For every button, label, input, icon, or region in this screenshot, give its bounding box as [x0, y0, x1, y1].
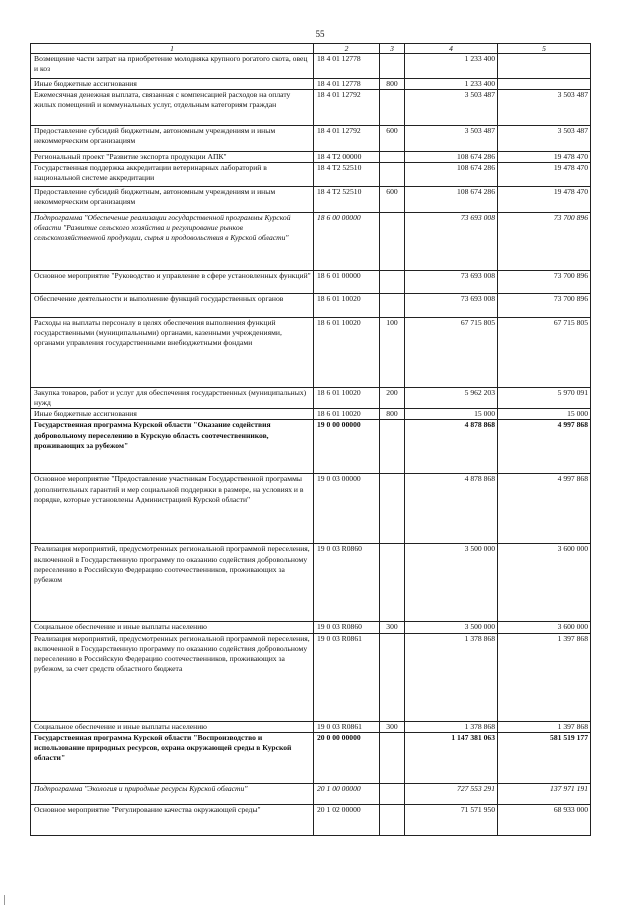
cell-value-2021: 1 397 868 — [498, 721, 591, 732]
cell-name: Реализация мероприятий, предусмотренных региональной программой переселения, включенной в Государственную программу по оказанию содействия добровольному переселению в Российскую Федерацию соотечественников, проживающих за рубежом — [31, 544, 314, 622]
table-row — [31, 187, 591, 213]
cell-vr: 600 — [380, 187, 405, 213]
cell-code: 18 6 01 10020 — [314, 409, 380, 420]
cell-value-2021: 73 700 896 — [498, 294, 591, 318]
cell-name: Иные бюджетные ассигнования — [31, 79, 314, 90]
table-row — [31, 420, 591, 474]
cell-name: Ежемесячная денежная выплата, связанная с компенсацией расходов на оплату жилых помещений и коммунальных услуг, отдельным категориям граждан — [31, 90, 314, 126]
cell-vr — [380, 152, 405, 163]
cell-vr — [380, 474, 405, 544]
cell-value-2021: 68 933 000 — [498, 804, 591, 835]
cell-value-2020: 108 674 286 — [405, 163, 498, 187]
table-row — [31, 544, 591, 622]
cell-name: Закупка товаров, работ и услуг для обеспечения государственных (муниципальных) нужд — [31, 388, 314, 409]
cell-name: Основное мероприятие "Руководство и управление в сфере установленных функций" — [31, 271, 314, 294]
cell-value-2021: 73 700 896 — [498, 213, 591, 271]
cell-value-2021: 19 478 470 — [498, 187, 591, 213]
cell-code: 19 0 03 R0861 — [314, 633, 380, 721]
cell-value-2021: 1 397 868 — [498, 633, 591, 721]
cell-vr — [380, 633, 405, 721]
table-row — [31, 294, 591, 318]
cell-code: 19 0 03 R0861 — [314, 721, 380, 732]
cell-code: 18 6 01 00000 — [314, 271, 380, 294]
page-number: 55 — [315, 29, 325, 39]
cell-name: Социальное обеспечение и иные выплаты населению — [31, 622, 314, 633]
cell-code: 20 1 02 00000 — [314, 804, 380, 835]
cell-code: 20 0 00 00000 — [314, 732, 380, 783]
cell-value-2020: 4 878 868 — [405, 420, 498, 474]
cell-code: 18 4 T2 52510 — [314, 187, 380, 213]
cell-code: 18 6 01 10020 — [314, 294, 380, 318]
cell-value-2021: 15 000 — [498, 409, 591, 420]
cell-vr — [380, 213, 405, 271]
cell-code: 19 0 03 R0860 — [314, 544, 380, 622]
cell-code: 18 4 01 12778 — [314, 79, 380, 90]
cell-value-2021: 5 970 091 — [498, 388, 591, 409]
cell-value-2020: 1 233 400 — [405, 54, 498, 79]
cell-name: Социальное обеспечение и иные выплаты населению — [31, 721, 314, 732]
cell-value-2021: 137 971 191 — [498, 783, 591, 804]
table-row — [31, 90, 591, 126]
table-row — [31, 721, 591, 732]
cell-value-2020: 3 503 487 — [405, 126, 498, 152]
table-row — [31, 474, 591, 544]
table-row — [31, 54, 591, 79]
cell-vr — [380, 544, 405, 622]
cell-vr — [380, 90, 405, 126]
cell-name: Подпрограмма "Экология и природные ресурсы Курской области" — [31, 783, 314, 804]
cell-name: Возмещение части затрат на приобретение молодняка крупного рогатого скота, овец и коз — [31, 54, 314, 79]
cell-value-2021: 3 503 487 — [498, 90, 591, 126]
col-header-code: 2 — [314, 44, 380, 54]
cell-value-2020: 67 715 805 — [405, 318, 498, 388]
cell-value-2021 — [498, 79, 591, 90]
cell-code: 18 6 01 10020 — [314, 318, 380, 388]
cell-value-2020: 108 674 286 — [405, 152, 498, 163]
table-row — [31, 388, 591, 409]
cell-value-2020: 1 233 400 — [405, 79, 498, 90]
cell-vr: 800 — [380, 79, 405, 90]
table-row — [31, 732, 591, 783]
cell-vr: 300 — [380, 622, 405, 633]
cell-vr — [380, 783, 405, 804]
cell-value-2020: 108 674 286 — [405, 187, 498, 213]
cell-code: 20 1 00 00000 — [314, 783, 380, 804]
cell-code: 18 6 00 00000 — [314, 213, 380, 271]
cell-code: 19 0 00 00000 — [314, 420, 380, 474]
table-row — [31, 622, 591, 633]
cell-value-2020: 1 378 868 — [405, 721, 498, 732]
cell-value-2021: 581 519 177 — [498, 732, 591, 783]
table-row — [31, 213, 591, 271]
table-row — [31, 271, 591, 294]
cell-vr — [380, 163, 405, 187]
cell-name: Предоставление субсидий бюджетным, автономным учреждениям и иным некоммерческим организациям — [31, 126, 314, 152]
cell-value-2021: 3 600 000 — [498, 544, 591, 622]
col-header-2021: 5 — [498, 44, 591, 54]
cell-name: Государственная поддержка аккредитации ветеринарных лабораторий в национальной системе аккредитации — [31, 163, 314, 187]
table-row — [31, 126, 591, 152]
table-row — [31, 79, 591, 90]
cell-name: Основное мероприятие "Регулирование качества окружающей среды" — [31, 804, 314, 835]
cell-value-2020: 727 553 291 — [405, 783, 498, 804]
cell-value-2021: 3 600 000 — [498, 622, 591, 633]
cell-name: Государственная программа Курской области "Воспроизводство и использование природных ресурсов, охрана окружающей среды в Курской области" — [31, 732, 314, 783]
cell-name: Подпрограмма "Обеспечение реализации государственной программы Курской области "Развитие сельского хозяйства и регулирование рынков сельскохозяйственной продукции, сырья и продовольствия в Курской области" — [31, 213, 314, 271]
cell-value-2021: 73 700 896 — [498, 271, 591, 294]
cell-name: Государственная программа Курской области "Оказание содействия добровольному переселению в Курскую область соотечественников, проживающих за рубежом" — [31, 420, 314, 474]
cell-vr: 800 — [380, 409, 405, 420]
cell-value-2020: 3 503 487 — [405, 90, 498, 126]
cell-name: Реализация мероприятий, предусмотренных региональной программой переселения, включенной в Государственную программу по оказанию содействия добровольному переселению в Российскую Федерацию соотечественников, проживающих за рубежом, за счет средств областного бюджета — [31, 633, 314, 721]
table-row — [31, 318, 591, 388]
table-row — [31, 163, 591, 187]
cell-code: 19 0 03 R0860 — [314, 622, 380, 633]
cell-code: 18 4 01 12792 — [314, 126, 380, 152]
col-header-name: 1 — [31, 44, 314, 54]
cell-value-2021 — [498, 54, 591, 79]
cell-code: 18 4 01 12778 — [314, 54, 380, 79]
cell-vr — [380, 54, 405, 79]
cell-vr — [380, 294, 405, 318]
cell-value-2021: 4 997 868 — [498, 420, 591, 474]
cell-vr — [380, 804, 405, 835]
table-row — [31, 409, 591, 420]
cell-value-2021: 4 997 868 — [498, 474, 591, 544]
cell-code: 18 4 T2 00000 — [314, 152, 380, 163]
cell-code: 18 6 01 10020 — [314, 388, 380, 409]
cell-value-2020: 5 962 203 — [405, 388, 498, 409]
scan-edge-mark — [4, 895, 5, 905]
cell-vr — [380, 732, 405, 783]
cell-name: Региональный проект "Развитие экспорта продукции АПК" — [31, 152, 314, 163]
cell-vr: 600 — [380, 126, 405, 152]
cell-value-2020: 1 147 381 063 — [405, 732, 498, 783]
cell-vr: 300 — [380, 721, 405, 732]
cell-code: 19 0 03 00000 — [314, 474, 380, 544]
cell-name: Расходы на выплаты персоналу в целях обеспечения выполнения функций государственными (муниципальными) органами, казенными учреждениями, органами управления государственными внебюджетными фондами — [31, 318, 314, 388]
table-row — [31, 783, 591, 804]
cell-vr: 100 — [380, 318, 405, 388]
cell-value-2020: 4 878 868 — [405, 474, 498, 544]
cell-value-2021: 19 478 470 — [498, 152, 591, 163]
column-number-row — [31, 44, 591, 54]
table-row — [31, 152, 591, 163]
cell-value-2020: 3 500 000 — [405, 622, 498, 633]
col-header-2020: 4 — [405, 44, 498, 54]
cell-value-2020: 73 693 008 — [405, 271, 498, 294]
cell-code: 18 4 T2 52510 — [314, 163, 380, 187]
cell-vr — [380, 420, 405, 474]
cell-value-2020: 15 000 — [405, 409, 498, 420]
table-row — [31, 633, 591, 721]
cell-value-2020: 73 693 008 — [405, 213, 498, 271]
cell-value-2020: 1 378 868 — [405, 633, 498, 721]
budget-table — [30, 43, 591, 836]
table-row — [31, 804, 591, 835]
cell-name: Предоставление субсидий бюджетным, автономным учреждениям и иным некоммерческим организациям — [31, 187, 314, 213]
col-header-vr: 3 — [380, 44, 405, 54]
cell-name: Иные бюджетные ассигнования — [31, 409, 314, 420]
cell-name: Основное мероприятие "Предоставление участникам Государственной программы дополнительных гарантий и мер социальной поддержки в размере, на условиях и в порядке, которые установлены Администрацией Курской области" — [31, 474, 314, 544]
cell-code: 18 4 01 12792 — [314, 90, 380, 126]
cell-value-2020: 73 693 008 — [405, 294, 498, 318]
cell-vr — [380, 271, 405, 294]
cell-value-2021: 67 715 805 — [498, 318, 591, 388]
cell-name: Обеспечение деятельности и выполнение функций государственных органов — [31, 294, 314, 318]
cell-value-2020: 71 571 950 — [405, 804, 498, 835]
cell-value-2021: 19 478 470 — [498, 163, 591, 187]
cell-vr: 200 — [380, 388, 405, 409]
cell-value-2020: 3 500 000 — [405, 544, 498, 622]
cell-value-2021: 3 503 487 — [498, 126, 591, 152]
